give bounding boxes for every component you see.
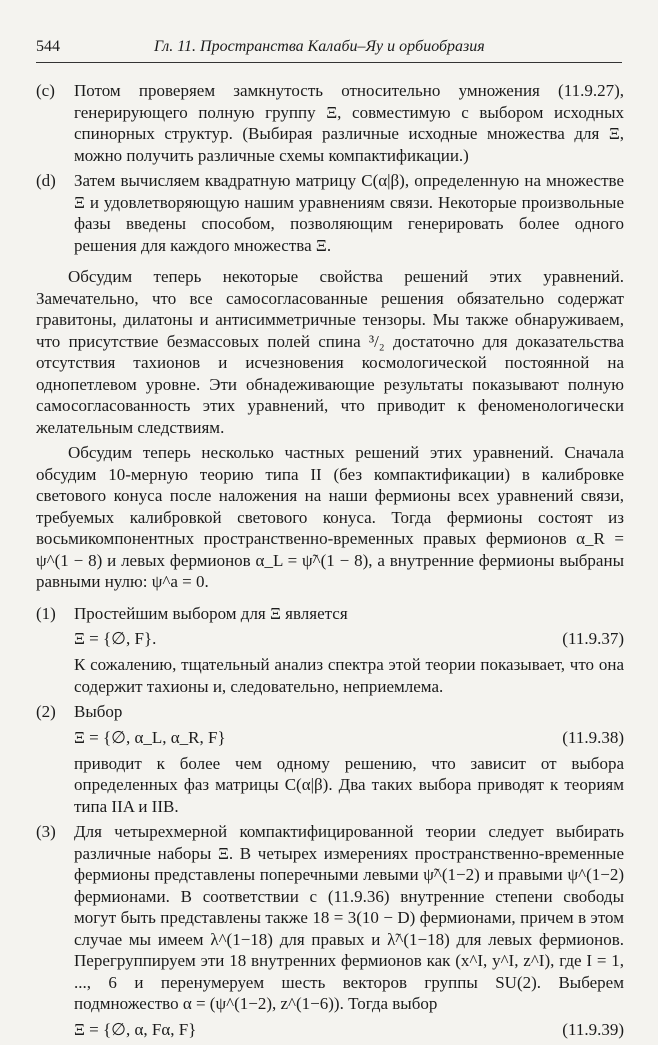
- case-intro: Выбор: [74, 702, 123, 721]
- running-title: Гл. 11. Пространства Калаби–Яу и орбиобразия: [154, 38, 485, 55]
- page-body: [36, 80, 624, 1045]
- header-rule: [36, 62, 622, 63]
- equation-text: Ξ = {∅, F}.: [74, 629, 157, 648]
- page-header: [36, 38, 622, 60]
- item-text: Потом проверяем замкнутость относительно умножения (11.9.27), генерирующего полную группу Ξ, совместимую с выбором исходных спинорных структур. (Выбирая различные исходные множества для Ξ, можно получить различные схемы компактификации.): [74, 81, 624, 165]
- equation-text: Ξ = {∅, α, Fα, F}: [74, 1019, 197, 1039]
- case-2-conclusion: приводит к более чем одному решению, что зависит от выбора определенных фаз матрицы C(α|β). Два таких выбора приводят к теориям типа IIA и IIB.: [74, 753, 624, 816]
- item-label: (c): [36, 81, 55, 100]
- case-intro: Простейшим выбором для Ξ является: [74, 603, 348, 623]
- case-label: (3): [36, 822, 56, 841]
- item-text: Затем вычисляем квадратную матрицу C(α|β), определенную на множестве Ξ и удовлетворяющую нашим уравнениям связи. Некоторые произвольные фазы введены способом, позволяющим генерировать более одного решения для каждого множества Ξ.: [74, 171, 624, 255]
- list-item-c: [36, 80, 624, 166]
- equation-number: (11.9.39): [562, 1019, 624, 1039]
- equation-number: (11.9.37): [562, 629, 624, 648]
- case-text: Для четырехмерной компактифицированной теории следует выбирать различные наборы Ξ. В четырех измерениях пространственно-временные фермионы представлены поперечными левыми ψ̃^(1−2) и правыми ψ^(1−2) фермионами. В соответствии с (11.9.36) внутренние степени свободы могут быть представлены также 18 = 3(10 − D) фермионами, причем в этом случае мы имеем λ^(1−18) для правых и λ̃^(1−18) для левых фермионов. Перегруппируем эти 18 внутренних фермионов как (x^I, y^I, z^I), где I = 1, ..., 6 и перенумеруем шесть векторов группы SU(2). Выберем подмножество α = (ψ^(1−2), z^(1−6)). Тогда выбор: [74, 822, 624, 1013]
- case-1-conclusion: К сожалению, тщательный анализ спектра этой теории показывает, что она содержит тахионы и, следовательно, неприемлема.: [74, 655, 624, 696]
- paragraph-properties: Обсудим теперь некоторые свойства решений этих уравнений. Замечательно, что все самосогласованные решения обязательно содержат гравитоны, дилатоны и антисимметричные тензоры. Мы также обнаруживаем, что присутствие безмассовых полей спина ³/₂ достаточно для доказательства отсутствия тахионов и исчезновения космологической постоянной на однопетлевом уровне. Эти обнадеживающие результаты показывают полную самосогласованность этих уравнений, что приводит к феноменологически желательным следствиям.: [36, 267, 624, 437]
- equation-number: (11.9.38): [562, 727, 624, 747]
- case-3: [36, 821, 624, 1015]
- list-item-d: [36, 170, 624, 256]
- case-2: [36, 701, 624, 723]
- paragraph-solutions: Обсудим теперь несколько частных решений этих уравнений. Сначала обсудим 10-мерную теорию типа II (без компактификации) в калибровке светового конуса после наложения на наши фермионы всех уравнений связи, требуемых калибровкой светового конуса. Тогда фермионы состоят из восьмикомпонентных пространственно-временных правых фермионов α_R = ψ^(1 − 8) и левых фермионов α_L = ψ̃^(1 − 8), а внутренние фермионы выбраны равными нулю: ψ^a = 0.: [36, 443, 624, 591]
- equation-11-9-38: [36, 723, 624, 753]
- case-label: (1): [36, 603, 56, 623]
- equation-11-9-39: [36, 1015, 624, 1045]
- equation-11-9-37: [36, 624, 624, 654]
- case-1: [36, 603, 624, 625]
- page-number: 544: [36, 38, 60, 55]
- case-label: (2): [36, 702, 56, 721]
- equation-text: Ξ = {∅, α_L, α_R, F}: [74, 727, 226, 747]
- item-label: (d): [36, 171, 56, 190]
